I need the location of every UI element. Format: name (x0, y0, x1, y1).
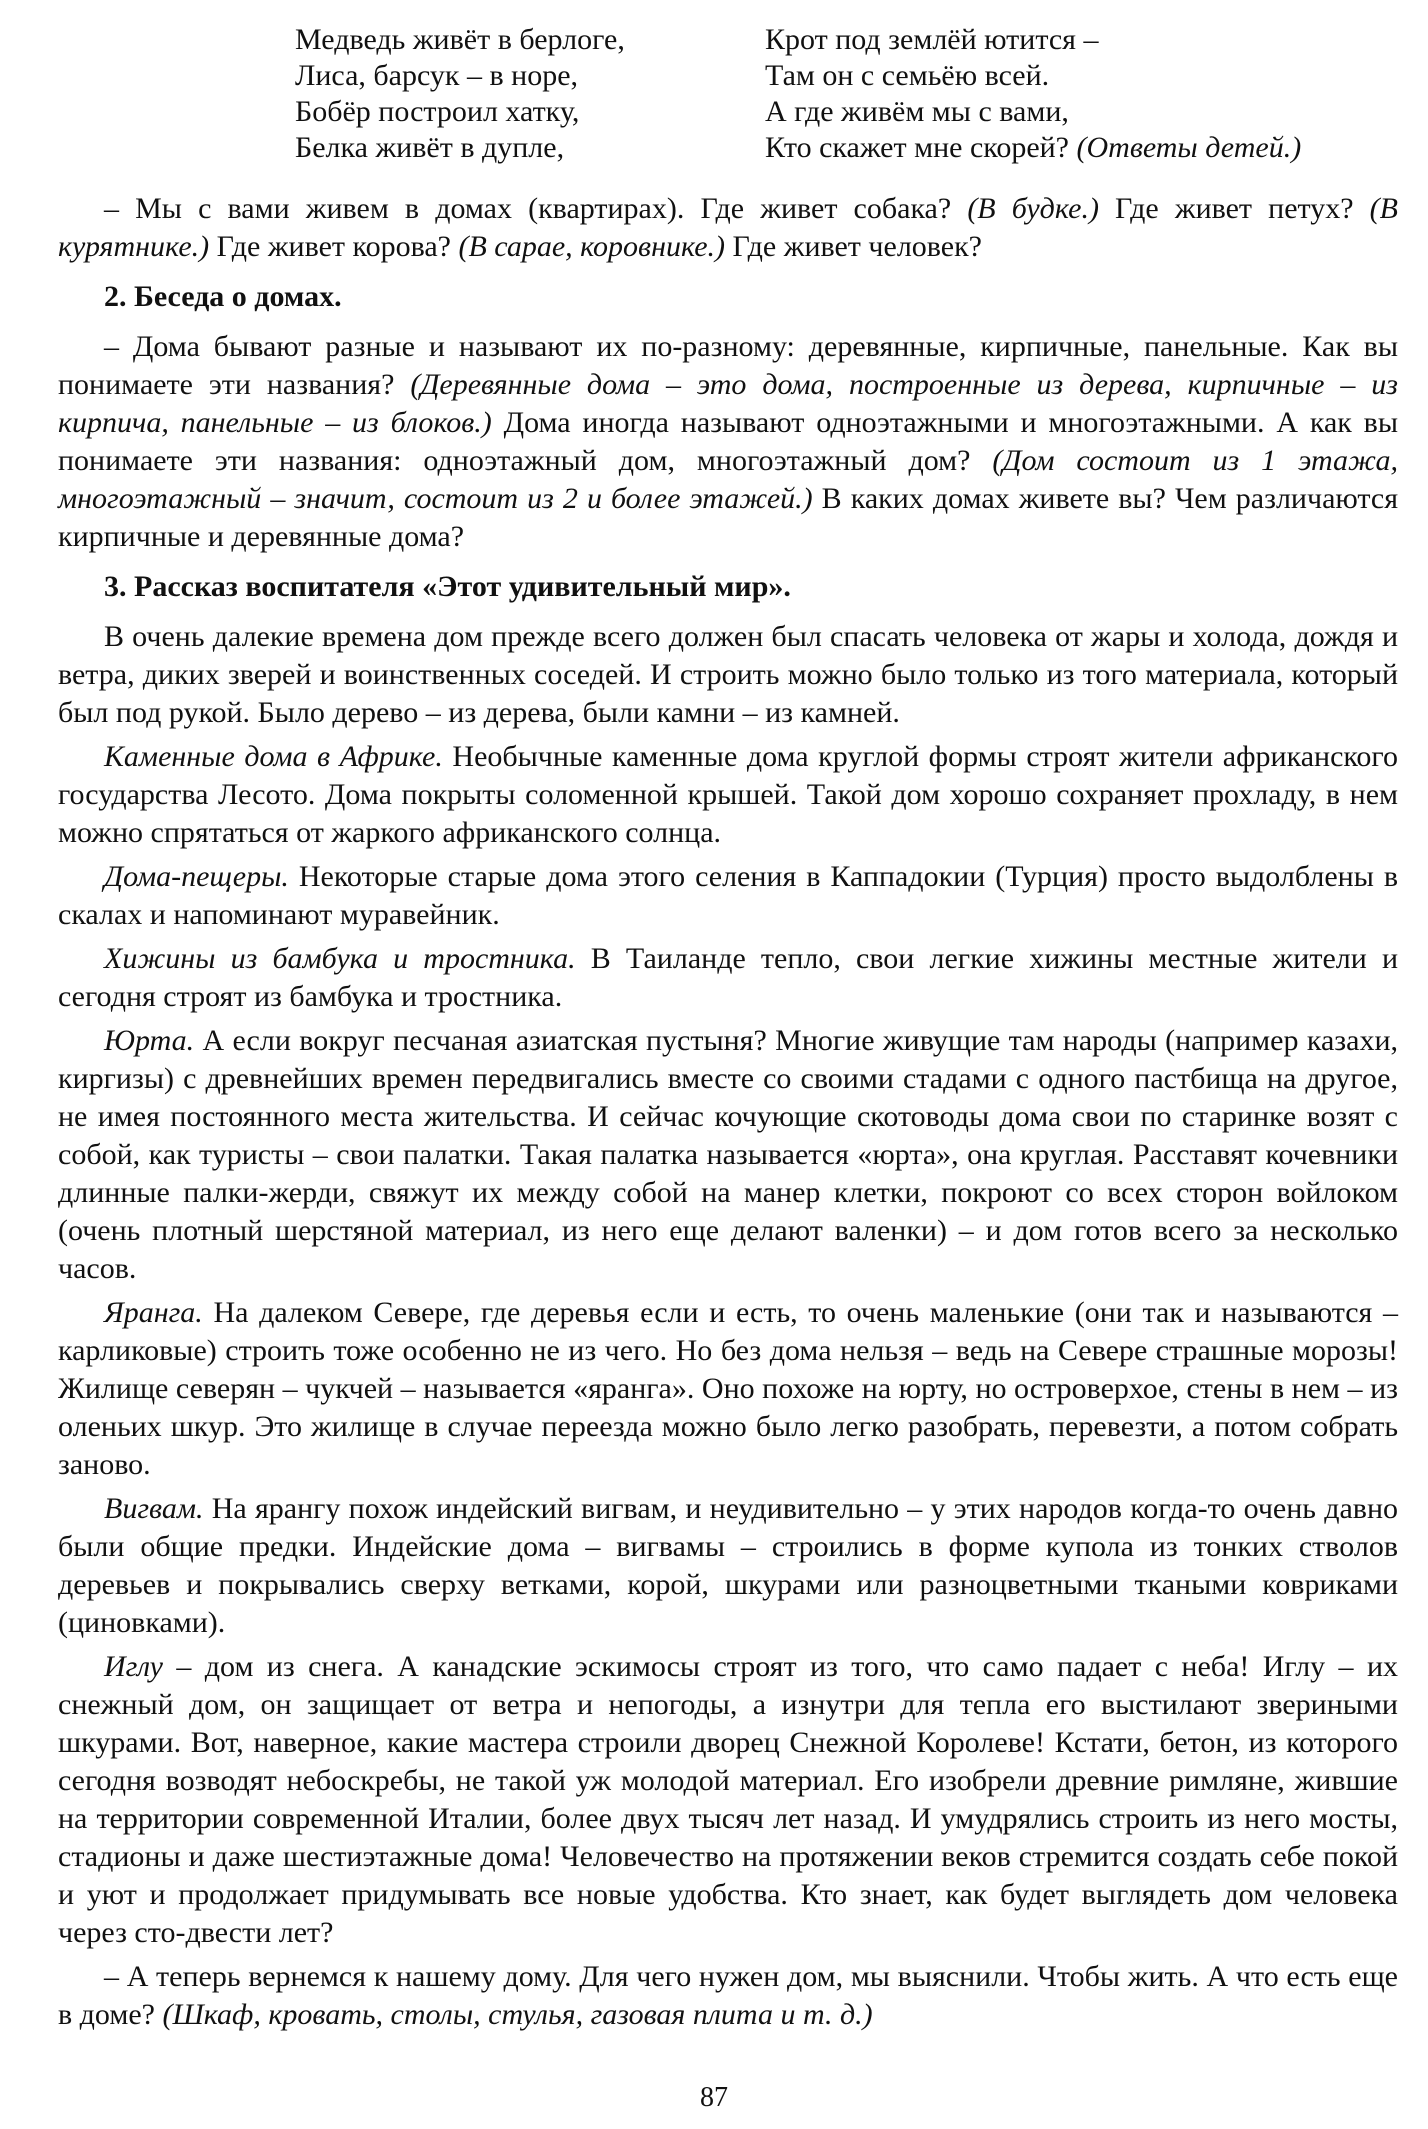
text: В каких домах живете вы? Чем различаются кирпичные и деревянные дома? (58, 482, 1398, 553)
poem-line: Крот под землёй ютится – (765, 23, 1099, 56)
answer: (Дом состоит из 1 этажа, многоэтажный – значит, состоит из 2 и более этажей.) (58, 444, 1398, 515)
paragraph (58, 1958, 1398, 2034)
poem-line: Белка живёт в дупле, (295, 131, 565, 164)
answer: (Деревянные дома – это дома, построенные из дерева, кирпичные – из кирпича, панельные – из блоков.) (58, 368, 1398, 439)
poem-line: Там он с семьёю всей. (765, 59, 1050, 92)
paragraph (58, 940, 1398, 1016)
poem-right-column (765, 22, 1385, 166)
section-heading: 3. Рассказ воспитателя «Этот удивительный мир». (104, 570, 791, 603)
poem-line: Бобёр построил хатку, (295, 95, 580, 128)
poem-line: А где живём мы с вами, (765, 95, 1069, 128)
answer: (Шкаф, кровать, столы, стулья, газовая плита и т. д.) (162, 1998, 873, 2031)
answer: (В сарае, коровнике.) (458, 230, 726, 263)
paragraph (58, 1490, 1398, 1642)
paragraph-title: Вигвам. (104, 1492, 204, 1525)
text: – Дома бывают разные и называют их по-разному: деревянные, кирпичные, панельные. Как вы понимаете эти названия? (58, 330, 1398, 401)
paragraph-title: Дома-пещеры. (104, 860, 289, 893)
paragraph-title: Яранга. (104, 1296, 203, 1329)
poem-line (765, 130, 1385, 166)
body-text (58, 190, 1398, 2040)
text: – дом из снега. А канадские эскимосы строят из того, что само падает с неба! Иглу – их снежный дом, он защищает от ветра и непогоды, а изнутри для тепла его выстилают звериными шкурами. Вот, наверное, какие мастера строили дворец Снежной Королеве! Кстати, бетон, из которого сегодня возводят небоскребы, не такой уж молодой материал. Его изобрели древние римляне, жившие на территории современной Италии, более двух тысяч лет назад. И умудрялись строить из него мосты, стадионы и даже шестиэтажные дома! Человечество на протяжении веков стремится создать себе покой и уют и продолжает придумывать все новые удобства. Кто знает, как будет выглядеть дом человека через сто-двести лет? (58, 1650, 1398, 1949)
text: Дома иногда называют одноэтажными и многоэтажными. А как вы понимаете эти названия: одноэтажный дом, многоэтажный дом? (58, 406, 1398, 477)
text: А если вокруг песчаная азиатская пустыня? Многие живущие там народы (например казахи, киргизы) с древнейших времен передвигались вместе со своими стадами с одного пастбища на другое, не имея постоянного места жительства. И сейчас кочующие скотоводы дома свои по старинке возят с собой, как туристы – свои палатки. Такая палатка называется «юрта», она круглая. Расставят кочевники длинные палки-жерди, свяжут их между собой на манер клетки, покроют со всех сторон войлоком (очень плотный шерстяной материал, из него еще делают валенки) – и дом готов всего за несколько часов. (58, 1024, 1398, 1285)
answer: (В курятнике.) (58, 192, 1398, 263)
text: Где живет человек? (725, 230, 982, 263)
paragraph (58, 1022, 1398, 1288)
paragraph-title: Иглу (104, 1650, 163, 1683)
poem-left-column (295, 22, 625, 166)
paragraph (58, 1648, 1398, 1952)
paragraph-title: Каменные дома в Африке. (104, 740, 443, 773)
text: – А теперь вернемся к нашему дому. Для чего нужен дом, мы выяснили. Чтобы жить. А что есть еще в доме? (58, 1960, 1398, 2031)
paragraph-title: Хижины из бамбука и тростника. (104, 942, 576, 975)
paragraph (58, 738, 1398, 852)
text: На ярангу похож индейский вигвам, и неудивительно – у этих народов когда-то очень давно были общие предки. Индейские дома – вигвамы – строились в форме купола из тонких стволов деревьев и покрывались сверху ветками, корой, шкурами или разноцветными ткаными ковриками (циновками). (58, 1492, 1398, 1639)
page-number: 87 (700, 2082, 728, 2113)
text: Некоторые старые дома этого селения в Каппадокии (Турция) просто выдолблены в скалах и напоминают муравейник. (58, 860, 1398, 931)
paragraph (58, 1294, 1398, 1484)
poem-line-text: Кто скажет мне скорей? (765, 131, 1069, 164)
text: – Мы с вами живем в домах (квартирах). Где живет собака? (104, 192, 968, 225)
section-heading: 2. Беседа о домах. (104, 280, 342, 313)
poem-line: Медведь живёт в берлоге, (295, 23, 625, 56)
text: Необычные каменные дома круглой формы строят жители африканского государства Лесото. Дома покрыты соломенной крышей. Такой дом хорошо сохраняет прохладу, в нем можно спрятаться от жаркого африканского солнца. (58, 740, 1398, 849)
text: На далеком Севере, где деревья если и есть, то очень маленькие (они так и называются – карликовые) строить тоже особенно не из чего. Но без дома нельзя – ведь на Севере страшные морозы! Жилище северян – чукчей – называется «яранга». Оно похоже на юрту, но островерхое, стены в нем – из оленьих шкур. Это жилище в случае переезда можно было легко разобрать, перевезти, а потом собрать заново. (58, 1296, 1398, 1481)
paragraph (58, 328, 1398, 556)
text: Где живет корова? (209, 230, 459, 263)
paragraph-title: Юрта. (104, 1024, 195, 1057)
paragraph (58, 858, 1398, 934)
paragraph (58, 190, 1398, 266)
paragraph: В очень далекие времена дом прежде всего должен был спасать человека от жары и холода, дождя и ветра, диких зверей и воинственных соседей. И строить можно было только из того материала, который был под рукой. Было дерево – из дерева, были камни – из камней. (58, 620, 1398, 729)
poem-note: (Ответы детей.) (1076, 131, 1302, 164)
text: В Таиланде тепло, свои легкие хижины местные жители и сегодня строят из бамбука и тростника. (58, 942, 1398, 1013)
poem-line: Лиса, барсук – в норе, (295, 59, 579, 92)
answer: (В будке.) (967, 192, 1099, 225)
text: Где живет петух? (1098, 192, 1370, 225)
